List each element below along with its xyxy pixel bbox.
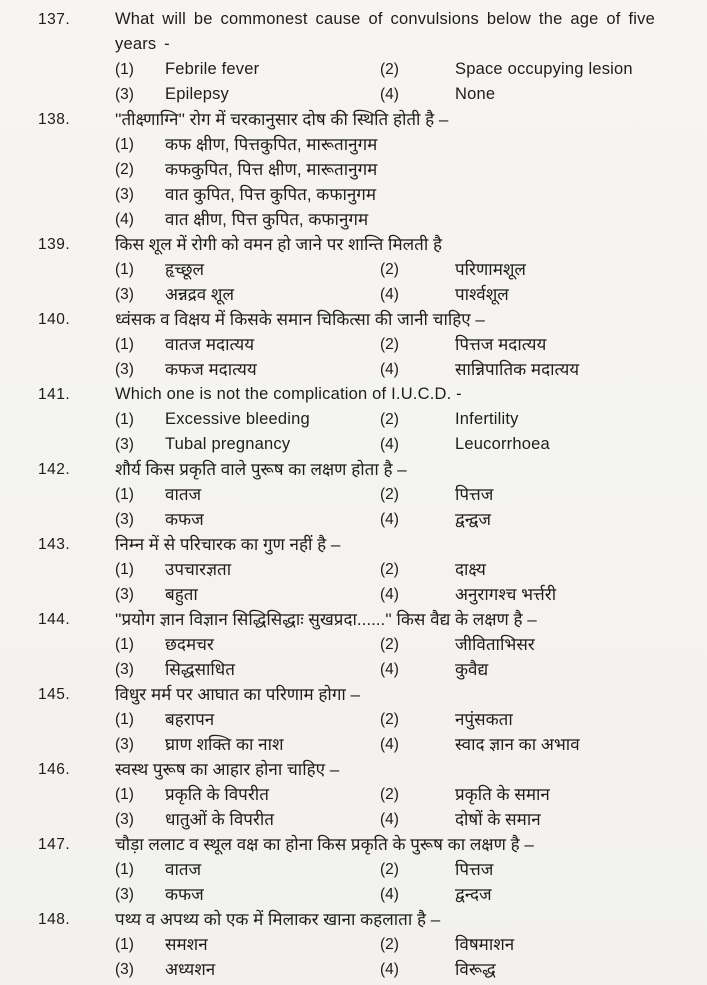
option-marker: (3)	[115, 436, 134, 453]
option-text: वातज मदात्यय	[165, 335, 255, 354]
option-marker: (4)	[380, 811, 399, 828]
option-marker: (1)	[115, 561, 134, 578]
question-text: ध्वंसक व विक्षय में किसके समान चिकित्सा की जानी चाहिए –	[115, 310, 485, 329]
question-item	[38, 682, 695, 757]
option-text: Febrile fever	[165, 60, 260, 78]
option-marker: (3)	[115, 661, 134, 678]
option-grid	[115, 557, 695, 607]
option-text: बहुता	[165, 585, 198, 604]
option-grid	[115, 57, 695, 107]
option-marker: (2)	[380, 861, 399, 878]
option-text: वातज	[165, 860, 202, 879]
option-text: कफज	[165, 885, 204, 904]
option-text: हृच्छूल	[165, 260, 205, 279]
question-item	[38, 382, 695, 457]
question-text: What will be commonest cause of convulsions below the age of five years -	[115, 10, 655, 53]
option-marker: (1)	[115, 711, 134, 728]
option-text: None	[455, 85, 496, 103]
option-text: सिद्धसाधित	[165, 660, 235, 679]
option-text: कुवैद्य	[455, 660, 489, 679]
option-text: वात क्षीण, पित्त कुपित, कफानुगम	[165, 210, 369, 229]
option-marker: (4)	[380, 886, 399, 903]
question-text: निम्न में से परिचारक का गुण नहीं है –	[115, 535, 341, 554]
option-text: पार्श्वशूल	[455, 285, 509, 304]
option-text: द्वन्द्वज	[455, 510, 491, 529]
option-marker: (1)	[115, 261, 134, 278]
question-body	[115, 307, 695, 382]
question-number: 142.	[38, 461, 71, 478]
question-body	[115, 382, 695, 457]
option-marker: (3)	[115, 811, 134, 828]
option-marker: (3)	[115, 961, 134, 978]
question-number: 143.	[38, 536, 71, 553]
option-grid	[115, 332, 695, 382]
question-item	[38, 7, 695, 107]
option-text: नपुंसकता	[455, 710, 513, 729]
option-text: प्रकृति के विपरीत	[165, 785, 269, 804]
option-grid	[115, 407, 695, 457]
option-text: दोषों के समान	[455, 810, 541, 829]
option-marker: (2)	[380, 61, 399, 78]
question-body	[115, 107, 695, 232]
option-text: समशन	[165, 935, 208, 954]
question-body	[115, 607, 695, 682]
option-text: घ्राण शक्ति का नाश	[165, 735, 284, 754]
option-text: जीविताभिसर	[455, 635, 535, 654]
question-item	[38, 532, 695, 607]
option-text: सान्निपातिक मदात्यय	[455, 360, 580, 379]
option-marker: (4)	[380, 586, 399, 603]
option-marker: (4)	[380, 436, 399, 453]
question-item	[38, 607, 695, 682]
option-marker: (3)	[115, 586, 134, 603]
option-text: वातज	[165, 485, 202, 504]
option-marker: (1)	[115, 861, 134, 878]
question-body	[115, 832, 695, 907]
question-number: 147.	[38, 836, 71, 853]
option-marker: (2)	[380, 936, 399, 953]
question-text: विधुर मर्म पर आघात का परिणाम होगा –	[115, 685, 360, 704]
option-grid	[115, 932, 695, 982]
option-marker: (3)	[115, 736, 134, 753]
question-item	[38, 832, 695, 907]
option-marker: (2)	[380, 486, 399, 503]
question-number: 139.	[38, 236, 71, 253]
option-marker: (4)	[380, 361, 399, 378]
option-marker: (4)	[380, 511, 399, 528]
option-marker: (1)	[115, 336, 134, 353]
question-item	[38, 757, 695, 832]
option-marker: (2)	[380, 336, 399, 353]
option-text: छदमचर	[165, 635, 214, 654]
option-text: अन्नद्रव शूल	[165, 285, 234, 304]
option-marker: (2)	[380, 636, 399, 653]
option-text: परिणामशूल	[455, 260, 526, 279]
option-marker: (4)	[380, 961, 399, 978]
option-marker: (4)	[115, 211, 134, 228]
option-grid	[115, 632, 695, 682]
option-marker: (3)	[115, 186, 134, 203]
option-marker: (1)	[115, 136, 134, 153]
option-text: धातुओं के विपरीत	[165, 810, 274, 829]
option-marker: (3)	[115, 86, 134, 103]
option-marker: (2)	[380, 711, 399, 728]
option-text: अनुरागश्च भर्त्तरी	[455, 585, 557, 604]
question-number: 140.	[38, 311, 71, 328]
question-item	[38, 232, 695, 307]
question-item	[38, 457, 695, 532]
option-grid	[115, 857, 695, 907]
option-text: प्रकृति के समान	[455, 785, 550, 804]
question-number: 145.	[38, 686, 71, 703]
option-marker: (1)	[115, 786, 134, 803]
question-body	[115, 757, 695, 832]
question-body	[115, 907, 695, 982]
question-text: स्वस्थ पुरूष का आहार होना चाहिए –	[115, 760, 340, 779]
option-marker: (1)	[115, 636, 134, 653]
option-text: Space occupying lesion	[455, 60, 633, 78]
option-text: Infertility	[455, 410, 519, 428]
question-text: शौर्य किस प्रकृति वाले पुरूष का लक्षण होता है –	[115, 460, 407, 479]
option-marker: (4)	[380, 286, 399, 303]
option-text: कफज	[165, 510, 204, 529]
option-marker: (2)	[380, 411, 399, 428]
option-text: स्वाद ज्ञान का अभाव	[455, 735, 580, 754]
option-grid	[115, 257, 695, 307]
option-text: अध्यशन	[165, 960, 216, 979]
question-body	[115, 682, 695, 757]
option-text: कफज मदात्यय	[165, 360, 257, 379]
question-number: 146.	[38, 761, 71, 778]
option-marker: (1)	[115, 486, 134, 503]
option-text: पित्तज मदात्यय	[455, 335, 547, 354]
option-marker: (4)	[380, 661, 399, 678]
option-text: द्वन्दज	[455, 885, 492, 904]
question-item	[38, 307, 695, 382]
option-text: Epilepsy	[165, 85, 229, 103]
question-number: 148.	[38, 911, 71, 928]
question-list	[38, 7, 695, 982]
option-text: Tubal pregnancy	[165, 435, 291, 453]
option-marker: (2)	[380, 786, 399, 803]
question-number: 141.	[38, 386, 71, 403]
option-marker: (3)	[115, 511, 134, 528]
option-text: Excessive bleeding	[165, 410, 310, 428]
option-marker: (3)	[115, 361, 134, 378]
question-body	[115, 457, 695, 532]
question-number: 137.	[38, 11, 71, 28]
question-number: 138.	[38, 111, 71, 128]
question-text: चौड़ा ललाट व स्थूल वक्ष का होना किस प्रकृति के पुरूष का लक्षण है –	[115, 835, 534, 854]
option-marker: (2)	[115, 161, 134, 178]
option-marker: (1)	[115, 411, 134, 428]
option-text: Leucorrhoea	[455, 435, 550, 453]
option-marker: (3)	[115, 286, 134, 303]
option-grid	[115, 132, 695, 232]
question-text: Which one is not the complication of I.U.C.D. -	[115, 385, 462, 403]
option-text: वात कुपित, पित्त कुपित, कफानुगम	[165, 185, 377, 204]
question-text: ''तीक्ष्णाग्नि'' रोग में चरकानुसार दोष की स्थिति होती है –	[115, 110, 449, 129]
option-grid	[115, 782, 695, 832]
option-marker: (1)	[115, 936, 134, 953]
option-text: पित्तज	[455, 860, 494, 879]
option-marker: (3)	[115, 886, 134, 903]
option-grid	[115, 482, 695, 532]
question-text: किस शूल में रोगी को वमन हो जाने पर शान्ति मिलती है	[115, 235, 442, 254]
option-text: दाक्ष्य	[455, 560, 486, 579]
option-text: विषमाशन	[455, 935, 515, 954]
option-grid	[115, 707, 695, 757]
question-body	[115, 7, 695, 107]
option-marker: (2)	[380, 261, 399, 278]
question-item	[38, 907, 695, 982]
question-text: ''प्रयोग ज्ञान विज्ञान सिद्धिसिद्धाः सुखप्रदा......'' किस वैद्य के लक्षण है –	[115, 610, 537, 629]
question-body	[115, 232, 695, 307]
option-marker: (2)	[380, 561, 399, 578]
option-text: पित्तज	[455, 485, 494, 504]
option-text: विरूद्ध	[455, 960, 496, 979]
question-text: पथ्य व अपथ्य को एक में मिलाकर खाना कहलाता है –	[115, 910, 441, 929]
question-number: 144.	[38, 611, 71, 628]
question-item	[38, 107, 695, 232]
option-marker: (4)	[380, 736, 399, 753]
option-marker: (1)	[115, 61, 134, 78]
option-text: बहरापन	[165, 710, 215, 729]
option-text: कफ क्षीण, पित्तकुपित, मारूतानुगम	[165, 135, 378, 154]
option-marker: (4)	[380, 86, 399, 103]
option-text: उपचारज्ञता	[165, 560, 232, 579]
option-text: कफकुपित, पित्त क्षीण, मारूतानुगम	[165, 160, 378, 179]
question-body	[115, 532, 695, 607]
